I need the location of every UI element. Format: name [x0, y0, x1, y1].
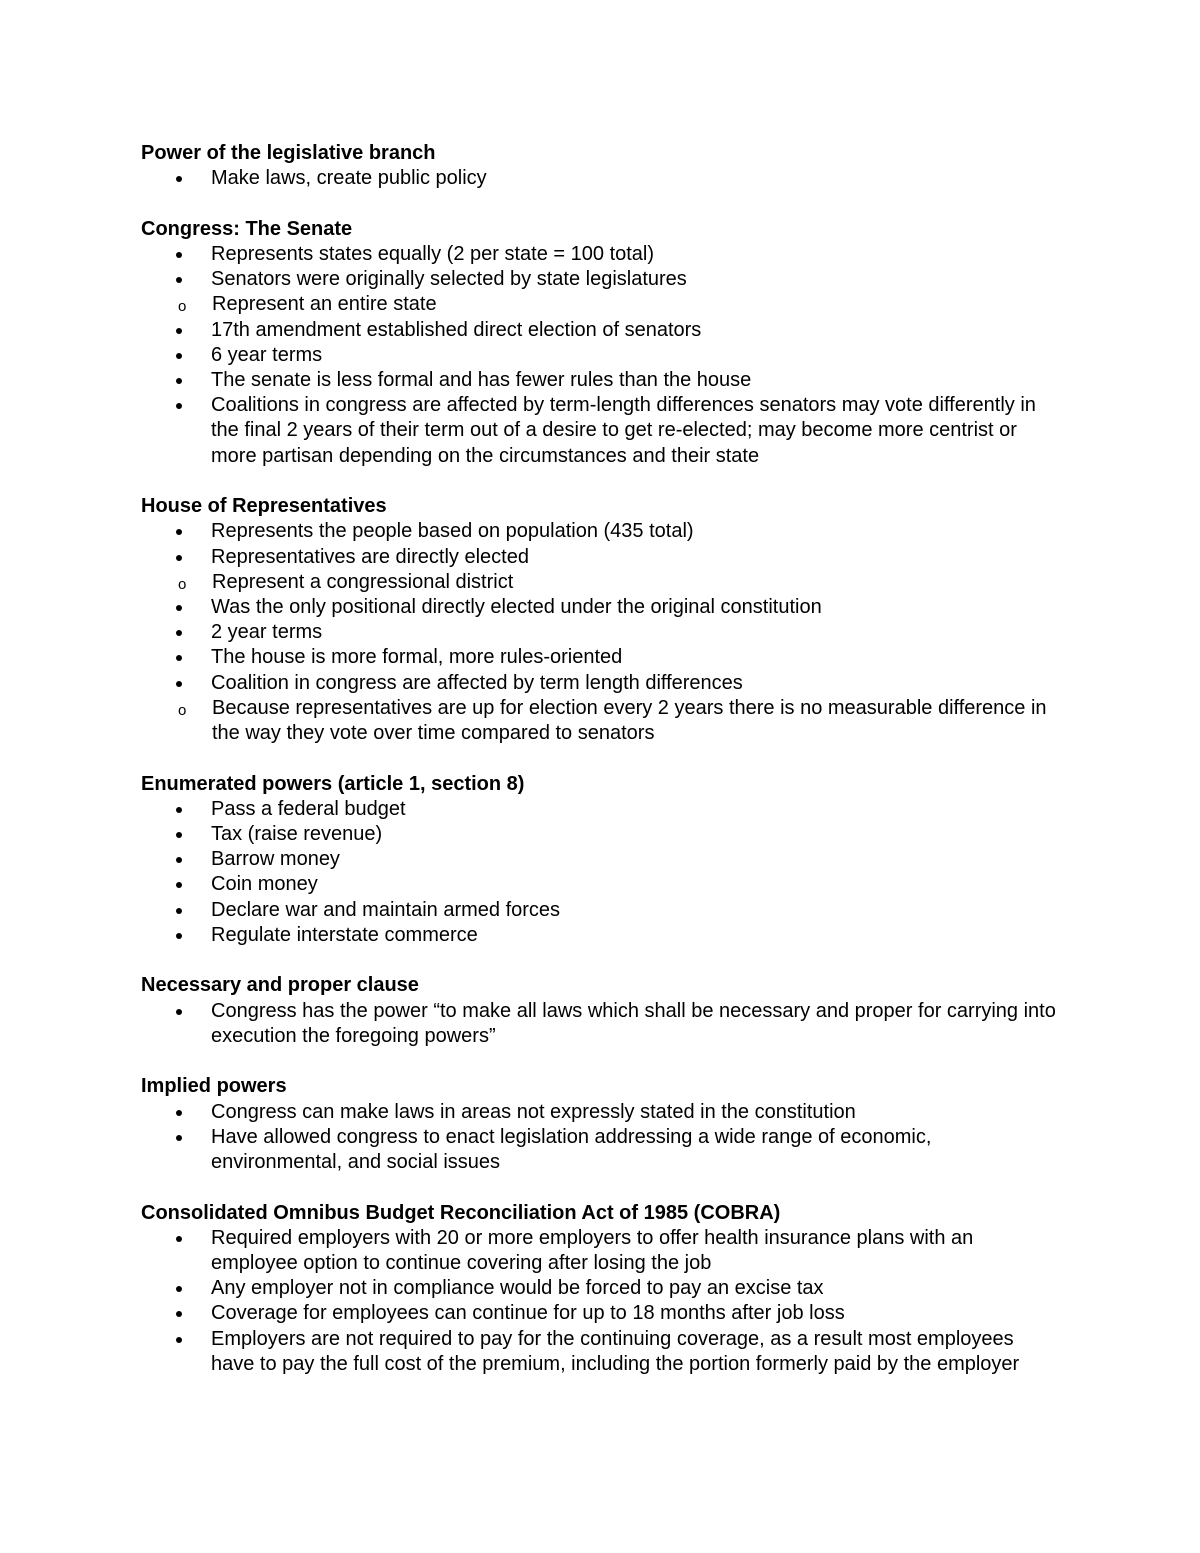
- bullet-list: [141, 519, 1056, 746]
- bullet-dot-icon: [176, 1236, 182, 1242]
- bullet-dot-icon: [176, 353, 182, 359]
- list-item-text: Coalitions in congress are affected by term-length differences senators may vote differently in the final 2 years of their term out of a desire to get re-elected; may become more centrist or more partisan depending on the circumstances and their state: [211, 394, 1036, 467]
- list-item-text: Required employers with 20 or more employers to offer health insurance plans with an employee option to continue covering after losing the job: [211, 1226, 974, 1275]
- list-item-text: Pass a federal budget: [211, 797, 406, 820]
- list-item: [141, 1100, 1056, 1125]
- sub-list-container: [141, 570, 1056, 595]
- list-item-text: Coverage for employees can continue for up to 18 months after job loss: [211, 1302, 845, 1325]
- bullet-dot-icon: [176, 252, 182, 258]
- bullet-dot-icon: [176, 807, 182, 813]
- bullet-dot-icon: [176, 529, 182, 535]
- list-item: [141, 595, 1056, 620]
- list-item: [141, 242, 1056, 267]
- sub-list-item-text: Represent a congressional district: [212, 570, 514, 593]
- bullet-list: [141, 242, 1056, 469]
- list-item-text: Tax (raise revenue): [211, 823, 383, 846]
- section-heading: House of Representatives: [141, 495, 387, 518]
- list-item-text: 17th amendment established direct election of senators: [211, 318, 702, 341]
- list-item-text: The house is more formal, more rules-oriented: [211, 646, 623, 669]
- list-item-text: Coalition in congress are affected by term length differences: [211, 671, 743, 694]
- bullet-dot-icon: [176, 378, 182, 384]
- list-item-text: Represents the people based on population (435 total): [211, 520, 694, 543]
- bullet-dot-icon: [176, 681, 182, 687]
- bullet-dot-icon: [176, 655, 182, 661]
- section: [141, 494, 1056, 746]
- bullet-dot-icon: [176, 403, 182, 409]
- section-heading: Enumerated powers (article 1, section 8): [141, 772, 525, 795]
- section-heading: Consolidated Omnibus Budget Reconciliation Act of 1985 (COBRA): [141, 1201, 781, 1224]
- section-heading: Congress: The Senate: [141, 217, 353, 240]
- sub-list-item-text: Represent an entire state: [212, 293, 437, 316]
- bullet-list: [141, 166, 1056, 191]
- list-item: [141, 847, 1056, 872]
- list-item-text: Congress can make laws in areas not expressly stated in the constitution: [211, 1100, 856, 1123]
- sub-list-item: [141, 292, 1056, 317]
- bullet-list: [141, 1100, 1056, 1176]
- section: [141, 772, 1056, 948]
- bullet-dot-icon: [176, 1110, 182, 1116]
- list-item-text: Regulate interstate commerce: [211, 923, 478, 946]
- list-item-text: Represents states equally (2 per state = 100 total): [211, 243, 655, 265]
- list-item: [141, 999, 1056, 1049]
- sub-bullet-circle-icon: o: [178, 701, 187, 719]
- list-item-text: The senate is less formal and has fewer rules than the house: [211, 369, 752, 392]
- section: [141, 217, 1056, 469]
- sub-bullet-circle-icon: o: [178, 575, 187, 593]
- section: [141, 973, 1056, 1049]
- bullet-dot-icon: [176, 630, 182, 636]
- section: [141, 141, 1056, 191]
- section: [141, 1074, 1056, 1175]
- list-item: [141, 267, 1056, 292]
- list-item: [141, 822, 1056, 847]
- bullet-dot-icon: [176, 277, 182, 283]
- bullet-dot-icon: [176, 176, 182, 182]
- list-item: [141, 1327, 1056, 1377]
- bullet-dot-icon: [176, 1286, 182, 1292]
- section: [141, 1201, 1056, 1377]
- bullet-dot-icon: [176, 908, 182, 914]
- bullet-dot-icon: [176, 933, 182, 939]
- bullet-dot-icon: [176, 832, 182, 838]
- list-item-text: 6 year terms: [211, 343, 323, 366]
- list-item: [141, 645, 1056, 670]
- section-heading: Necessary and proper clause: [141, 974, 419, 997]
- list-item: [141, 343, 1056, 368]
- list-item-text: Was the only positional directly elected under the original constitution: [211, 596, 822, 619]
- bullet-dot-icon: [176, 605, 182, 611]
- list-item-text: Declare war and maintain armed forces: [211, 898, 561, 921]
- list-item: [141, 519, 1056, 544]
- list-item-text: Representatives are directly elected: [211, 545, 529, 568]
- sub-bullet-list: [141, 696, 1056, 746]
- list-item-text: Barrow money: [211, 848, 340, 871]
- bullet-dot-icon: [176, 857, 182, 863]
- list-item: [141, 1226, 1056, 1276]
- bullet-dot-icon: [176, 882, 182, 888]
- bullet-dot-icon: [176, 1311, 182, 1317]
- list-item-text: Coin money: [211, 873, 318, 896]
- bullet-list: [141, 797, 1056, 948]
- list-item-text: Employers are not required to pay for the continuing coverage, as a result most employees have to pay the full cost of the premium, including the portion formerly paid by the employer: [211, 1327, 1020, 1375]
- list-item-text: Congress has the power “to make all laws which shall be necessary and proper for carrying into execution the foregoing powers”: [211, 999, 1056, 1047]
- sub-bullet-circle-icon: o: [178, 298, 187, 316]
- bullet-dot-icon: [176, 1009, 182, 1015]
- sub-list-item-text: Because representatives are up for election every 2 years there is no measurable difference in the way they vote over time compared to senators: [212, 696, 1047, 745]
- sub-bullet-list: [141, 292, 1056, 317]
- list-item: [141, 318, 1056, 343]
- list-item: [141, 393, 1056, 469]
- sub-list-item: [141, 696, 1056, 746]
- list-item: [141, 166, 1056, 191]
- document-content: [141, 141, 1056, 1377]
- sub-list-item: [141, 570, 1056, 595]
- list-item: [141, 923, 1056, 948]
- list-item: [141, 797, 1056, 822]
- list-item: [141, 872, 1056, 897]
- list-item: [141, 1301, 1056, 1326]
- bullet-dot-icon: [176, 1337, 182, 1343]
- list-item: [141, 620, 1056, 645]
- bullet-dot-icon: [176, 1135, 182, 1141]
- bullet-list: [141, 999, 1056, 1049]
- section-heading: Implied powers: [141, 1075, 287, 1098]
- sub-list-container: [141, 696, 1056, 746]
- bullet-dot-icon: [176, 555, 182, 561]
- list-item: [141, 1125, 1056, 1175]
- list-item-text: Any employer not in compliance would be forced to pay an excise tax: [211, 1277, 824, 1300]
- list-item: [141, 671, 1056, 696]
- list-item-text: 2 year terms: [211, 621, 323, 644]
- bullet-dot-icon: [176, 328, 182, 334]
- list-item-text: Senators were originally selected by state legislatures: [211, 268, 687, 291]
- list-item: [141, 545, 1056, 570]
- list-item: [141, 368, 1056, 393]
- list-item: [141, 898, 1056, 923]
- list-item-text: Make laws, create public policy: [211, 167, 487, 190]
- sub-list-container: [141, 292, 1056, 317]
- list-item: [141, 1276, 1056, 1301]
- list-item-text: Have allowed congress to enact legislation addressing a wide range of economic, environmental, and social issues: [211, 1125, 932, 1174]
- sub-bullet-list: [141, 570, 1056, 595]
- section-heading: Power of the legislative branch: [141, 142, 436, 164]
- bullet-list: [141, 1226, 1056, 1377]
